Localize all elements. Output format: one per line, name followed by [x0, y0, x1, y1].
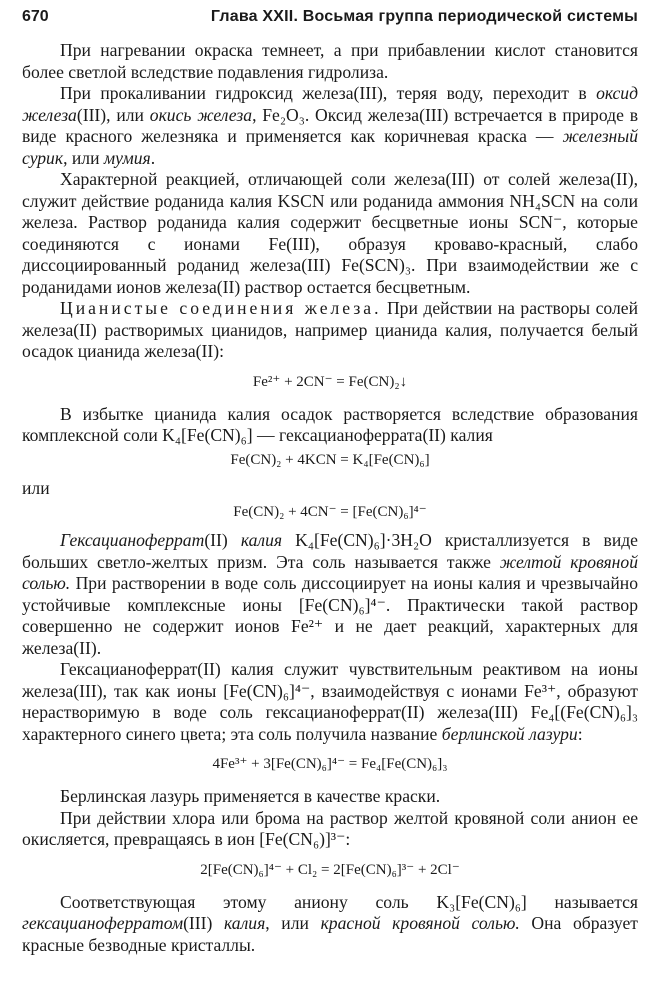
paragraph-cyanides: Цианистые соединения железа. При действии на растворы солей железа(II) растворимых цианидов, например цианида калия, получается белый осадок цианида железа(II):: [22, 298, 638, 361]
paragraph-excess-cyanide: В избытке цианида калия осадок растворяется вследствие образования комплексной соли K₄[Fe(CN)₆] — гексацианоферрата(II) калия: [22, 403, 638, 445]
term-yellow-salt: желтой кровяной солью.: [22, 551, 639, 593]
term-mummy: мумия: [103, 147, 151, 168]
equation-1: Fe²⁺ + 2CN⁻ = Fe(CN)₂↓: [252, 373, 408, 390]
paragraph-oxidation: При действии хлора или брома на раствор желтой кровяной соли анион ее окисляется, превращаясь в ион [Fe(CN₆)]³⁻:: [22, 807, 638, 849]
term-prussian-blue: берлинской лазури: [441, 723, 578, 744]
paragraph-thiocyanate: Характерной реакцией, отличающей соли железа(III) от солей железа(II), служит действие роданида калия KSCN или роданида аммония NH₄SCN на соли железа. Раствор роданида калия содержит бесцветные ионы SCN⁻, которые соединяются с ионами Fe(III), образуя кроваво-красный, слабо диссоциированный роданид железа(III) Fe(SCN)₃. При взаимодействии же с роданидами ионов железа(II) раствор остается бесцветным.: [22, 169, 638, 297]
chapter-title: Глава XXII. Восьмая группа периодической системы: [210, 8, 638, 25]
paragraph-oxide: При прокаливании гидроксид железа(III), теряя воду, переходит в оксид железа(III), или окись железа, Fe₂O₃. Оксид железа(III) встречается в природе в виде красного железняка и применяется как коричневая краска — железный сурик, или мумия.: [22, 83, 639, 168]
term-red-salt: красной кровяной солью.: [320, 913, 520, 933]
page-body: [22, 40, 638, 956]
paragraph-prussian-blue: Гексацианоферрат(II) калия служит чувствительным реактивом на ионы железа(III), так как ионы [Fe(CN)₆]⁴⁻, взаимодействуя с ионами Fe³⁺, образуют нерастворимую в воде соль гексацианоферрат(II) железа(III) Fe₄[(Fe(CN)₆]₃ характерного синего цвета; эта соль получила название берлинской лазури:: [22, 659, 638, 744]
paragraph-heating: При нагревании окраска темнеет, а при прибавлении кислот становится более светлой вследствие подавления гидролиза.: [22, 40, 638, 82]
term-ferricyanide: гексацианоферратом: [22, 913, 184, 933]
equation-5: 2[Fe(CN)₆]⁴⁻ + Cl₂ = 2[Fe(CN)₆]³⁻ + 2Cl⁻: [200, 861, 460, 878]
or-word: или: [22, 477, 50, 498]
term-oxide: оксид железа: [22, 83, 638, 125]
equation-3: Fe(CN)₂ + 4CN⁻ = [Fe(CN)₆]⁴⁻: [233, 504, 427, 520]
equation-4: 4Fe³⁺ + 3[Fe(CN)₆]⁴⁻ = Fe₄[Fe(CN)₆]₃: [212, 756, 448, 772]
term-oxide-alt: окись железа: [149, 104, 253, 125]
equation-2: Fe(CN)₂ + 4KCN = K₄[Fe(CN)₆]: [230, 451, 430, 468]
term-red-lead: железный сурик: [22, 126, 638, 168]
paragraph-paint: Берлинская лазурь применяется в качестве краски.: [60, 786, 441, 806]
paragraph-ferrocyanide: Гексацианоферрат(II) калия K₄[Fe(CN)₆]·3H₂O кристаллизуется в виде больших светло-желтых призм. Эта соль называется также желтой кровяной солью. При растворении в воде соль диссоциирует на ионы калия и чрезвычайно устойчивые комплексные ионы [Fe(CN)₆]⁴⁻. Практически такой раствор совершенно не содержит ионов Fe²⁺ и не дает реакций, характерных для железа(II).: [22, 530, 639, 658]
term-ferrocyanide: Гексацианоферрат: [60, 530, 205, 550]
page-number: 670: [22, 8, 49, 25]
section-heading-cyanides: Цианистые соединения железа.: [60, 298, 382, 318]
paragraph-ferricyanide: Соответствующая этому аниону соль K₃[Fe(CN)₆] называется гексацианоферратом(III) калия, или красной кровяной солью. Она образует красные безводные кристаллы.: [22, 891, 638, 955]
page-header: [22, 8, 638, 32]
